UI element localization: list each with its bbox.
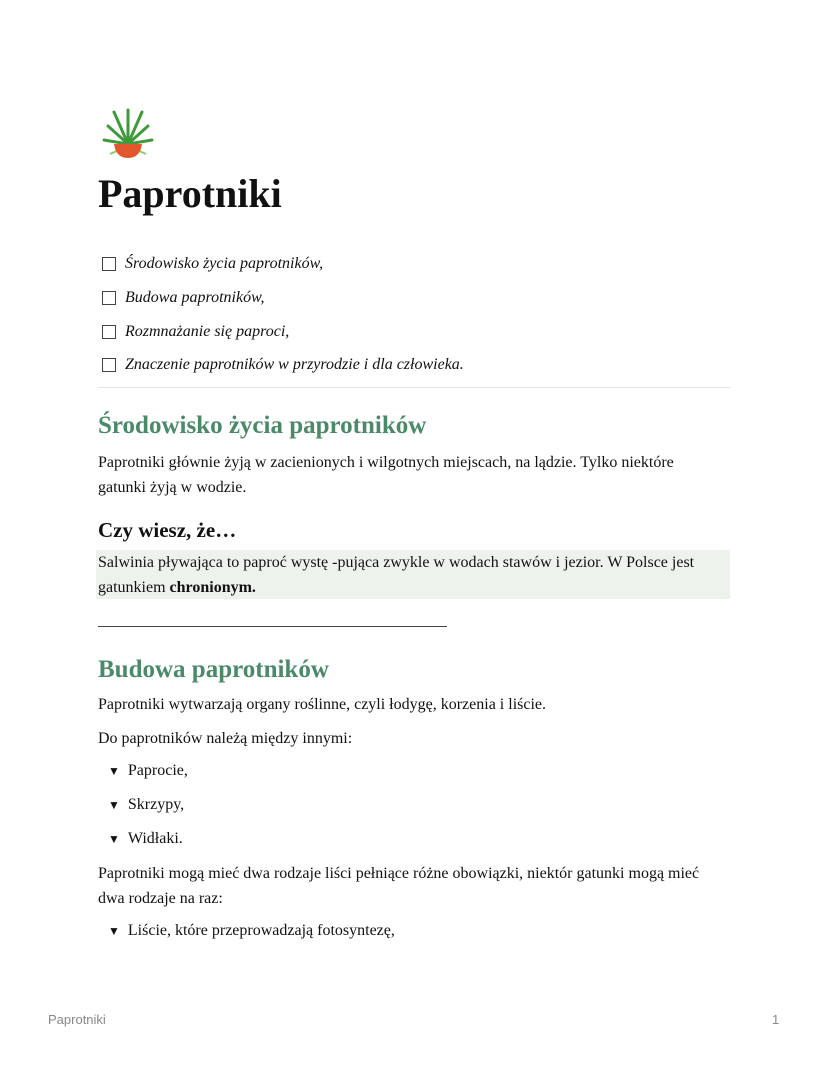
toggle-item[interactable]	[108, 762, 188, 780]
paragraph: Do paprotników należą między innymi:	[98, 730, 353, 747]
subheading: Czy wiesz, że…	[98, 518, 237, 542]
todo-label: Środowisko życia paprotników,	[125, 255, 324, 272]
toggle-label: Liście, które przeprowadzają fotosyntezę,	[127, 922, 395, 939]
triangle-down-icon[interactable]: ▼	[108, 797, 120, 812]
paragraph: Paprotniki mogą mieć dwa rodzaje liści pełniące różne obowiązki, niektór gatunki mogą mieć dwa rodzaje na raz:	[98, 865, 700, 907]
section-heading: Środowisko życia paprotników	[98, 412, 427, 439]
toggle-label: Widłaki.	[127, 830, 183, 847]
paragraph: Paprotniki wytwarzają organy roślinne, czyli łodygę, korzenia i liście.	[98, 696, 547, 713]
checkbox[interactable]	[102, 358, 116, 372]
triangle-down-icon[interactable]: ▼	[108, 923, 120, 938]
toggle-item[interactable]	[108, 796, 184, 814]
todo-item[interactable]	[102, 289, 265, 307]
potted-fern-icon	[100, 104, 156, 160]
checkbox[interactable]	[102, 257, 116, 271]
page-title: Paprotniki	[98, 171, 282, 216]
callout-text	[98, 550, 723, 600]
todo-label: Znaczenie paprotników w przyrodzie i dla człowieka.	[125, 356, 464, 373]
triangle-down-icon[interactable]: ▼	[108, 831, 120, 846]
todo-label: Budowa paprotników,	[125, 289, 265, 306]
todo-item[interactable]	[102, 356, 464, 374]
todo-label: Rozmnażanie się paproci,	[125, 323, 290, 340]
page-number: 1	[772, 1012, 780, 1027]
todo-item[interactable]	[102, 255, 323, 273]
callout-bold: chronionym.	[169, 579, 256, 596]
paragraph: Paprotniki głównie żyją w zacienionych i wilgotnych miejscach, na lądzie. Tylko niektóre gatunki żyją w wodzie.	[98, 454, 674, 496]
footer-title: Paprotniki	[48, 1012, 106, 1027]
triangle-down-icon[interactable]: ▼	[108, 763, 120, 778]
checkbox[interactable]	[102, 325, 116, 339]
toggle-item[interactable]	[108, 922, 395, 940]
toggle-label: Paprocie,	[127, 762, 188, 779]
toggle-label: Skrzypy,	[127, 796, 185, 813]
todo-item[interactable]	[102, 323, 289, 341]
callout-body: Salwinia pływająca to paproć wystę -pująca zwykle w wodach stawów i jezior. W Polsce jest gatunkiem	[98, 554, 695, 596]
divider	[98, 387, 730, 388]
toggle-item[interactable]	[108, 830, 183, 848]
checkbox[interactable]	[102, 291, 116, 305]
section-heading: Budowa paprotników	[98, 656, 329, 683]
horizontal-rule	[98, 626, 447, 627]
